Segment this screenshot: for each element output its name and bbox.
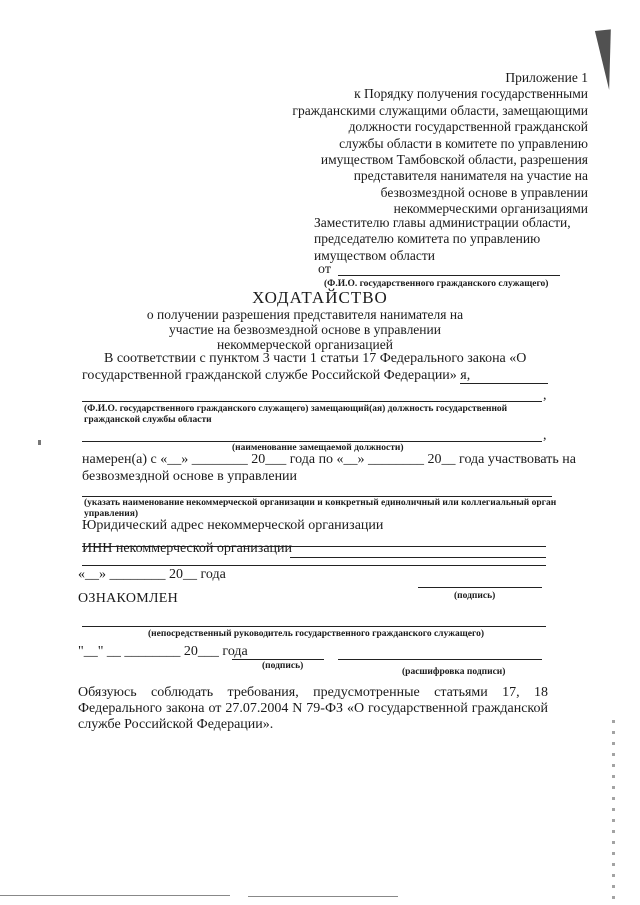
caption-fio-line-2: гражданской службы области <box>84 415 212 425</box>
addressee-line: имуществом области <box>314 247 435 263</box>
intent-line-1: намерен(а) с «__» ________ 20___ года по «__» ________ 20__ года участвовать на <box>82 452 576 467</box>
scan-edge-dots <box>612 720 615 900</box>
date-line-2: "__" __ ________ 20___ года <box>78 644 248 659</box>
obligation-text: Обязуюсь соблюдать требования, предусмотренные статьями 17, 18 Федерального закона от 27.07.2004 N 79-ФЗ «О государственной гражданской службе Российской Федерации». <box>78 685 548 732</box>
signature-blank-line <box>418 587 542 588</box>
scan-artifact-mark <box>595 29 617 90</box>
acquainted-label: ОЗНАКОМЛЕН <box>78 591 179 606</box>
date-line: «__» ________ 20__ года <box>78 567 226 582</box>
caption-org-line-1: (указать наименование некоммерческой организации и конкретный единоличный или коллегиальный орган <box>84 498 557 508</box>
appendix-line: Приложение 1 <box>505 70 588 85</box>
caption-signature-2: (подпись) <box>262 661 304 671</box>
from-caption: (Ф.И.О. государственного гражданского служащего) <box>324 279 549 289</box>
name-blank-line <box>82 401 542 402</box>
caption-signature: (подпись) <box>454 591 496 601</box>
inn-blank-line-2 <box>82 565 546 566</box>
appendix-block <box>270 70 588 218</box>
decoding-blank-line <box>338 659 542 660</box>
position-blank-line <box>82 441 542 442</box>
scan-bottom-line <box>0 895 230 896</box>
appendix-line: службы области в комитете по управлению <box>339 135 588 151</box>
appendix-line: представителя нанимателя на участие на <box>353 168 588 184</box>
intent-line-2: безвозмездной основе в управлении <box>82 469 298 484</box>
intro-line-1: В соответствии с пунктом 3 части 1 статьи 17 Федерального закона «О <box>104 351 527 366</box>
caption-fio-line-1: (Ф.И.О. государственного гражданского служащего) замещающий(ая) должность государственной <box>84 404 508 414</box>
caption-decoding: (расшифровка подписи) <box>402 667 506 677</box>
manager-blank-line <box>82 626 546 627</box>
document-title: ХОДАТАЙСТВО <box>252 288 388 307</box>
from-label: от <box>318 262 331 277</box>
caption-position: (наименование замещаемой должности) <box>232 443 404 453</box>
subtitle-line: о получении разрешения представителя нанимателя на <box>146 307 464 322</box>
document-subtitle <box>140 307 470 352</box>
subtitle-line: участие на безвозмездной основе в управлении <box>169 322 441 337</box>
appendix-line: имуществом Тамбовской области, разрешения <box>320 152 588 168</box>
scan-dot <box>38 440 41 445</box>
caption-manager: (непосредственный руководитель государственного гражданского служащего) <box>148 629 484 639</box>
subtitle-line: некоммерческой организацией <box>217 337 393 352</box>
scan-bottom-line <box>248 896 398 897</box>
signature-blank-line-2 <box>232 659 324 660</box>
legal-address-label: Юридический адрес некоммерческой организации <box>82 518 384 533</box>
appendix-line: гражданскими служащими области, замещающими <box>292 102 588 118</box>
appendix-line: некоммерческими организациями <box>393 201 588 217</box>
appendix-line: безвозмездной основе в управлении <box>380 184 588 200</box>
comma: , <box>543 388 547 403</box>
org-blank-line <box>82 496 552 497</box>
inn-label: ИНН некоммерческой организации <box>82 541 293 556</box>
comma: , <box>543 428 547 443</box>
appendix-line: должности государственной гражданской <box>348 119 588 135</box>
name-blank-line-inline <box>460 383 548 384</box>
addressee-block <box>314 215 576 264</box>
addressee-line: председателю комитета по управлению <box>314 231 541 247</box>
from-blank-line <box>338 275 560 276</box>
inn-blank-line <box>290 557 546 558</box>
addressee-line: Заместителю главы администрации области, <box>314 215 571 230</box>
caption-org-line-2: управления) <box>84 509 139 519</box>
appendix-line: к Порядку получения государственными <box>354 86 588 102</box>
intro-line-2: государственной гражданской службе Российской Федерации» я, <box>82 368 471 383</box>
